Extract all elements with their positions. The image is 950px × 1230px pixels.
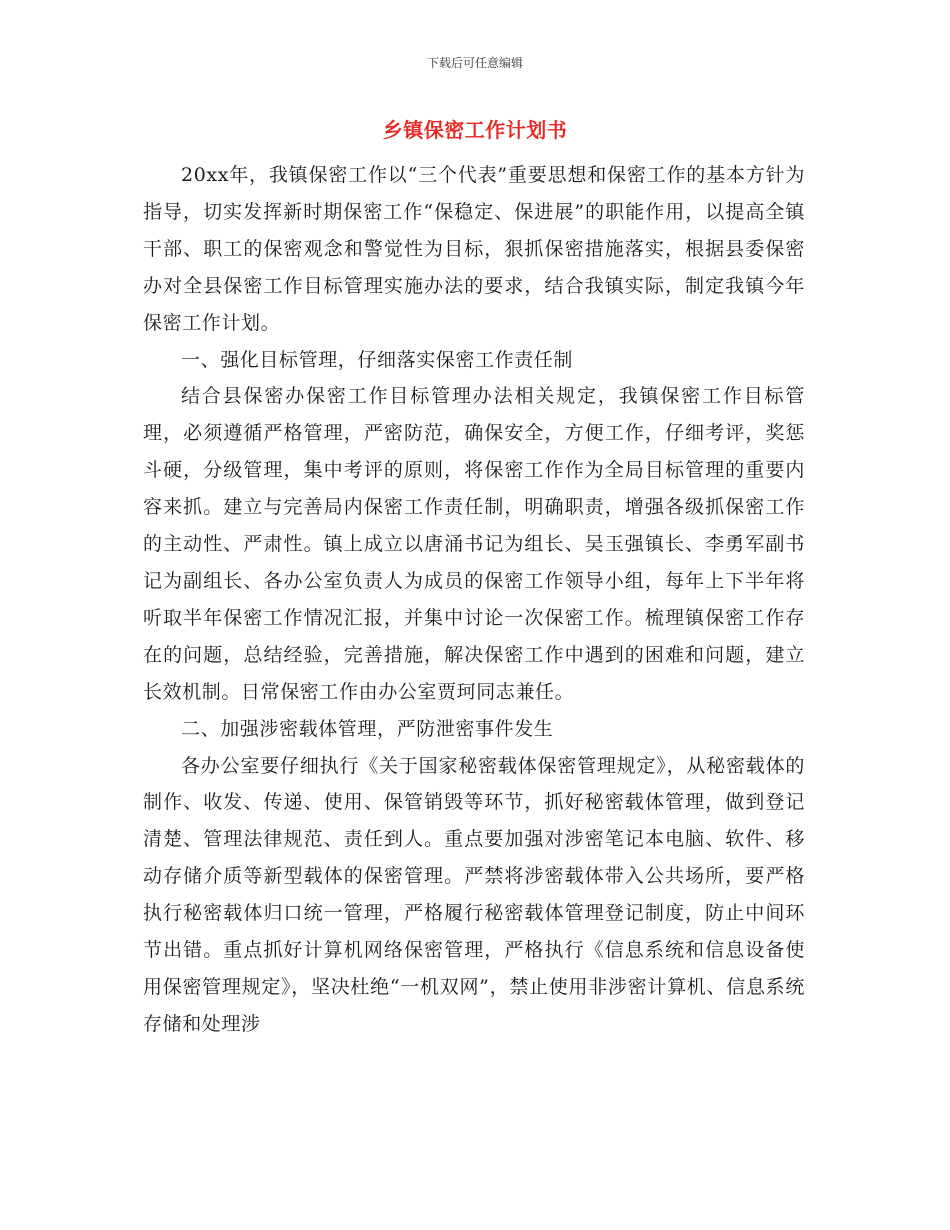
document-title: 乡镇保密工作计划书 bbox=[382, 118, 568, 142]
page-header: 下载后可任意编辑 bbox=[426, 56, 523, 70]
section-2-paragraph: 各办公室要仔细执行《关于国家秘密载体保密管理规定》，从秘密载体的制作、收发、传递、使用、保管销毁等环节，抓好秘密载体管理，做到登记清楚、管理法律规范、责任到人。重点要加强对涉密笔记本电脑、软件、移动存储介质等新型载体的保密管理。严禁将涉密载体带入公共场所，要严格执行秘密载体归口统一管理，严格履行秘密载体管理登记制度，防止中间环节出错。重点抓好计算机网络保密管理，严格执行《信息系统和信息设备使用保密管理规定》，坚决杜绝“一机双网”，禁止使用非涉密计算机、信息系统存储和处理涉 bbox=[143, 754, 805, 1035]
section-1-paragraph: 结合县保密办保密工作目标管理办法相关规定，我镇保密工作目标管理，必须遵循严格管理，严密防范，确保安全，方便工作，仔细考评，奖惩斗硬，分级管理，集中考评的原则，将保密工作作为全局目标管理的重要内容来抓。建立与完善局内保密工作责任制，明确职责，增强各级抓保密工作的主动性、严肃性。镇上成立以唐涌书记为组长、吴玉强镇长、李勇军副书记为副组长、各办公室负责人为成员的保密工作领导小组，每年上下半年将听取半年保密工作情况汇报，并集中讨论一次保密工作。梳理镇保密工作存在的问题，总结经验，完善措施，解决保密工作中遇到的困难和问题，建立长效机制。日常保密工作由办公室贾珂同志兼任。 bbox=[143, 385, 805, 703]
section-2-heading: 二、加强涉密载体管理，严防泄密事件发生 bbox=[181, 717, 554, 740]
document-body bbox=[143, 157, 805, 1043]
intro-paragraph: 20xx年，我镇保密工作以“三个代表”重要思想和保密工作的基本方针为指导，切实发挥新时期保密工作“保稳定、保进展”的职能作用，以提高全镇干部、职工的保密观念和警觉性为目标，狠抓保密措施落实，根据县委保密办对全县保密工作目标管理实施办法的要求，结合我镇实际，制定我镇今年保密工作计划。 bbox=[143, 164, 805, 334]
section-1-heading: 一、强化目标管理，仔细落实保密工作责任制 bbox=[181, 348, 574, 371]
